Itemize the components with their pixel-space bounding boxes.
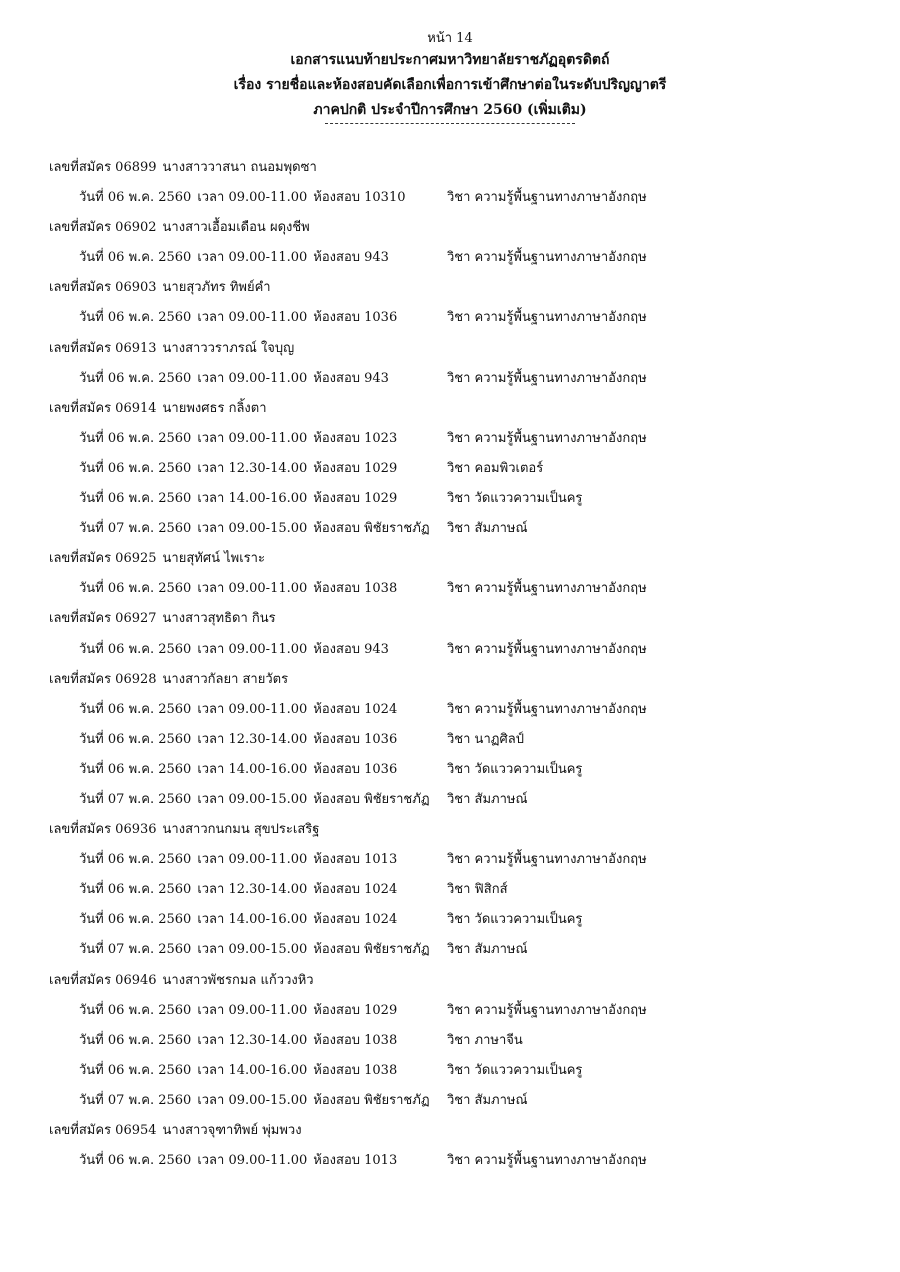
exam-subject: วิชา ภาษาจีน [447,1032,523,1048]
exam-schedule [79,755,447,785]
exam-room: ห้องสอบ 1036 [313,310,398,326]
exam-row [49,303,869,333]
applicant-id: เลขที่สมัคร 06925 [49,551,157,567]
applicant-id: เลขที่สมัคร 06903 [49,280,157,296]
exam-room: ห้องสอบ พิชัยราชภัฏ [313,942,430,958]
exam-schedule [79,1086,447,1116]
exam-subject: วิชา วัดแววความเป็นครู [447,761,583,777]
exam-schedule [79,424,447,454]
exam-subject: วิชา ความรู้พื้นฐานทางภาษาอังกฤษ [447,250,647,266]
exam-time: เวลา 14.00-16.00 [197,1062,308,1078]
exam-room: ห้องสอบ 1038 [313,1032,398,1048]
applicant-id: เลขที่สมัคร 06913 [49,340,157,356]
applicant-entry [49,1116,869,1146]
exam-subject: วิชา ความรู้พื้นฐานทางภาษาอังกฤษ [447,370,647,386]
exam-date: วันที่ 07 พ.ค. 2560 [79,942,192,958]
exam-date: วันที่ 06 พ.ค. 2560 [79,250,192,266]
exam-schedule [79,574,447,604]
exam-room: ห้องสอบ 1023 [313,430,398,446]
exam-row [49,996,869,1026]
exam-subject: วิชา ความรู้พื้นฐานทางภาษาอังกฤษ [447,1002,647,1018]
exam-schedule [79,1026,447,1056]
applicant-id: เลขที่สมัคร 06902 [49,220,157,236]
exam-row [49,1086,869,1116]
exam-schedule [79,364,447,394]
exam-schedule [79,725,447,755]
exam-room: ห้องสอบ 943 [313,250,389,266]
applicant-name: นางสาวพัชรกมล แก้ววงหิว [162,972,314,988]
exam-date: วันที่ 06 พ.ค. 2560 [79,761,192,777]
exam-room: ห้องสอบ 10310 [313,190,406,206]
exam-time: เวลา 14.00-16.00 [197,761,308,777]
exam-subject: วิชา สัมภาษณ์ [447,791,528,807]
exam-subject: วิชา สัมภาษณ์ [447,942,528,958]
exam-date: วันที่ 06 พ.ค. 2560 [79,1032,192,1048]
exam-time: เวลา 09.00-15.00 [197,1092,308,1108]
exam-time: เวลา 09.00-11.00 [197,852,308,868]
exam-subject: วิชา ความรู้พื้นฐานทางภาษาอังกฤษ [447,430,647,446]
exam-subject: วิชา ความรู้พื้นฐานทางภาษาอังกฤษ [447,701,647,717]
exam-date: วันที่ 06 พ.ค. 2560 [79,852,192,868]
document-header [0,30,900,124]
exam-date: วันที่ 07 พ.ค. 2560 [79,791,192,807]
exam-subject: วิชา สัมภาษณ์ [447,1092,528,1108]
exam-subject: วิชา วัดแววความเป็นครู [447,1062,583,1078]
exam-schedule [79,243,447,273]
exam-time: เวลา 12.30-14.00 [197,882,308,898]
exam-date: วันที่ 06 พ.ค. 2560 [79,1002,192,1018]
exam-room: ห้องสอบ พิชัยราชภัฏ [313,791,430,807]
exam-time: เวลา 09.00-11.00 [197,641,308,657]
exam-row [49,364,869,394]
exam-date: วันที่ 06 พ.ค. 2560 [79,581,192,597]
exam-room: ห้องสอบ 1024 [313,912,398,928]
exam-schedule [79,1146,447,1176]
exam-date: วันที่ 06 พ.ค. 2560 [79,460,192,476]
exam-subject: วิชา คอมพิวเตอร์ [447,460,544,476]
applicant-entry [49,665,869,695]
applicant-entry [49,273,869,303]
applicant-id: เลขที่สมัคร 06954 [49,1123,157,1138]
exam-schedule [79,454,447,484]
exam-date: วันที่ 07 พ.ค. 2560 [79,521,192,537]
exam-schedule [79,935,447,965]
header-title: เอกสารแนบท้ายประกาศมหาวิทยาลัยราชภัฏอุตรดิตถ์ [290,52,610,68]
exam-room: ห้องสอบ 1036 [313,761,398,777]
applicant-entry [49,966,869,996]
exam-time: เวลา 09.00-11.00 [197,1153,308,1169]
applicant-id: เลขที่สมัคร 06928 [49,671,157,687]
exam-schedule [79,905,447,935]
exam-date: วันที่ 07 พ.ค. 2560 [79,1092,192,1108]
exam-subject: วิชา วัดแววความเป็นครู [447,491,583,507]
exam-date: วันที่ 06 พ.ค. 2560 [79,641,192,657]
page-number: หน้า 14 [427,31,473,46]
applicant-entry [49,334,869,364]
exam-room: ห้องสอบ 1038 [313,1062,398,1078]
exam-room: ห้องสอบ 1024 [313,701,398,717]
exam-subject: วิชา ความรู้พื้นฐานทางภาษาอังกฤษ [447,641,647,657]
exam-time: เวลา 09.00-11.00 [197,430,308,446]
exam-row [49,845,869,875]
exam-row [49,935,869,965]
exam-row [49,484,869,514]
exam-row [49,905,869,935]
exam-schedule [79,183,447,213]
exam-schedule [79,514,447,544]
exam-row [49,1056,869,1086]
exam-subject: วิชา ความรู้พื้นฐานทางภาษาอังกฤษ [447,581,647,597]
exam-row [49,424,869,454]
exam-time: เวลา 12.30-14.00 [197,460,308,476]
exam-time: เวลา 12.30-14.00 [197,1032,308,1048]
exam-time: เวลา 09.00-15.00 [197,942,308,958]
exam-room: ห้องสอบ 1029 [313,491,398,507]
exam-room: ห้องสอบ 1013 [313,852,398,868]
exam-room: ห้องสอบ พิชัยราชภัฏ [313,1092,430,1108]
exam-row [49,454,869,484]
exam-date: วันที่ 06 พ.ค. 2560 [79,190,192,206]
applicant-id: เลขที่สมัคร 06899 [49,160,157,175]
exam-room: ห้องสอบ 1024 [313,882,398,898]
applicant-id: เลขที่สมัคร 06936 [49,822,157,838]
exam-room: ห้องสอบ 1029 [313,1002,398,1018]
exam-time: เวลา 09.00-11.00 [197,701,308,717]
applicant-list [49,153,869,1176]
applicant-name: นายพงศธร กลิ้งตา [162,400,267,416]
exam-date: วันที่ 06 พ.ค. 2560 [79,310,192,326]
exam-subject: วิชา ฟิสิกส์ [447,882,508,898]
exam-row [49,755,869,785]
exam-time: เวลา 09.00-11.00 [197,310,308,326]
applicant-name: นางสาวกัลยา สายวัตร [162,671,289,687]
exam-row [49,785,869,815]
exam-date: วันที่ 06 พ.ค. 2560 [79,491,192,507]
applicant-entry [49,815,869,845]
exam-room: ห้องสอบ 1036 [313,731,398,747]
exam-date: วันที่ 06 พ.ค. 2560 [79,882,192,898]
exam-subject: วิชา วัดแววความเป็นครู [447,912,583,928]
exam-row [49,1026,869,1056]
exam-schedule [79,1056,447,1086]
exam-date: วันที่ 06 พ.ค. 2560 [79,701,192,717]
applicant-entry [49,394,869,424]
exam-time: เวลา 09.00-11.00 [197,370,308,386]
exam-schedule [79,785,447,815]
exam-row [49,183,869,213]
exam-schedule [79,303,447,333]
header-subject: เรื่อง รายชื่อและห้องสอบคัดเลือกเพื่อการเข้าศึกษาต่อในระดับปริญญาตรี [233,77,667,93]
exam-subject: วิชา ความรู้พื้นฐานทางภาษาอังกฤษ [447,1153,647,1169]
exam-time: เวลา 14.00-16.00 [197,491,308,507]
exam-row [49,695,869,725]
applicant-entry [49,604,869,634]
applicant-entry [49,153,869,183]
exam-schedule [79,635,447,665]
exam-time: เวลา 09.00-15.00 [197,521,308,537]
exam-time: เวลา 09.00-11.00 [197,250,308,266]
header-divider [325,123,575,124]
applicant-name: นางสาววราภรณ์ ใจบุญ [162,340,295,356]
exam-row [49,243,869,273]
exam-time: เวลา 09.00-15.00 [197,791,308,807]
applicant-name: นางสาววาสนา ถนอมพุดซา [162,160,317,175]
exam-schedule [79,845,447,875]
exam-subject: วิชา ความรู้พื้นฐานทางภาษาอังกฤษ [447,310,647,326]
applicant-id: เลขที่สมัคร 06927 [49,611,157,627]
exam-date: วันที่ 06 พ.ค. 2560 [79,370,192,386]
exam-subject: วิชา นาฏศิลป์ [447,731,524,747]
applicant-id: เลขที่สมัคร 06914 [49,400,157,416]
exam-schedule [79,695,447,725]
exam-room: ห้องสอบ 1038 [313,581,398,597]
exam-subject: วิชา สัมภาษณ์ [447,521,528,537]
exam-time: เวลา 14.00-16.00 [197,912,308,928]
exam-time: เวลา 09.00-11.00 [197,1002,308,1018]
applicant-name: นางสาวเอื้อมเดือน ผดุงชีพ [162,220,310,236]
exam-time: เวลา 12.30-14.00 [197,731,308,747]
exam-row [49,1146,869,1176]
exam-room: ห้องสอบ 943 [313,370,389,386]
applicant-name: นายสุวภัทร ทิพย์คำ [162,280,271,296]
exam-room: ห้องสอบ 1029 [313,460,398,476]
exam-date: วันที่ 06 พ.ค. 2560 [79,1153,192,1169]
exam-room: ห้องสอบ 1013 [313,1153,398,1169]
exam-row [49,725,869,755]
applicant-name: นางสาวสุทธิดา กินร [162,611,276,627]
exam-schedule [79,875,447,905]
applicant-name: นางสาวกนกมน สุขประเสริฐ [162,822,320,838]
exam-time: เวลา 09.00-11.00 [197,190,308,206]
exam-date: วันที่ 06 พ.ค. 2560 [79,430,192,446]
applicant-name: นางสาวจุฑาทิพย์ พุ่มพวง [162,1123,302,1138]
exam-schedule [79,484,447,514]
applicant-entry [49,213,869,243]
header-program: ภาคปกติ ประจำปีการศึกษา 2560 (เพิ่มเติม) [313,102,587,118]
exam-room: ห้องสอบ พิชัยราชภัฏ [313,521,430,537]
applicant-id: เลขที่สมัคร 06946 [49,972,157,988]
applicant-entry [49,544,869,574]
exam-date: วันที่ 06 พ.ค. 2560 [79,1062,192,1078]
applicant-name: นายสุทัศน์ ไพเราะ [162,551,265,567]
exam-row [49,875,869,905]
exam-date: วันที่ 06 พ.ค. 2560 [79,731,192,747]
exam-subject: วิชา ความรู้พื้นฐานทางภาษาอังกฤษ [447,190,647,206]
exam-room: ห้องสอบ 943 [313,641,389,657]
exam-row [49,574,869,604]
exam-subject: วิชา ความรู้พื้นฐานทางภาษาอังกฤษ [447,852,647,868]
exam-time: เวลา 09.00-11.00 [197,581,308,597]
exam-date: วันที่ 06 พ.ค. 2560 [79,912,192,928]
exam-schedule [79,996,447,1026]
exam-row [49,514,869,544]
exam-row [49,635,869,665]
